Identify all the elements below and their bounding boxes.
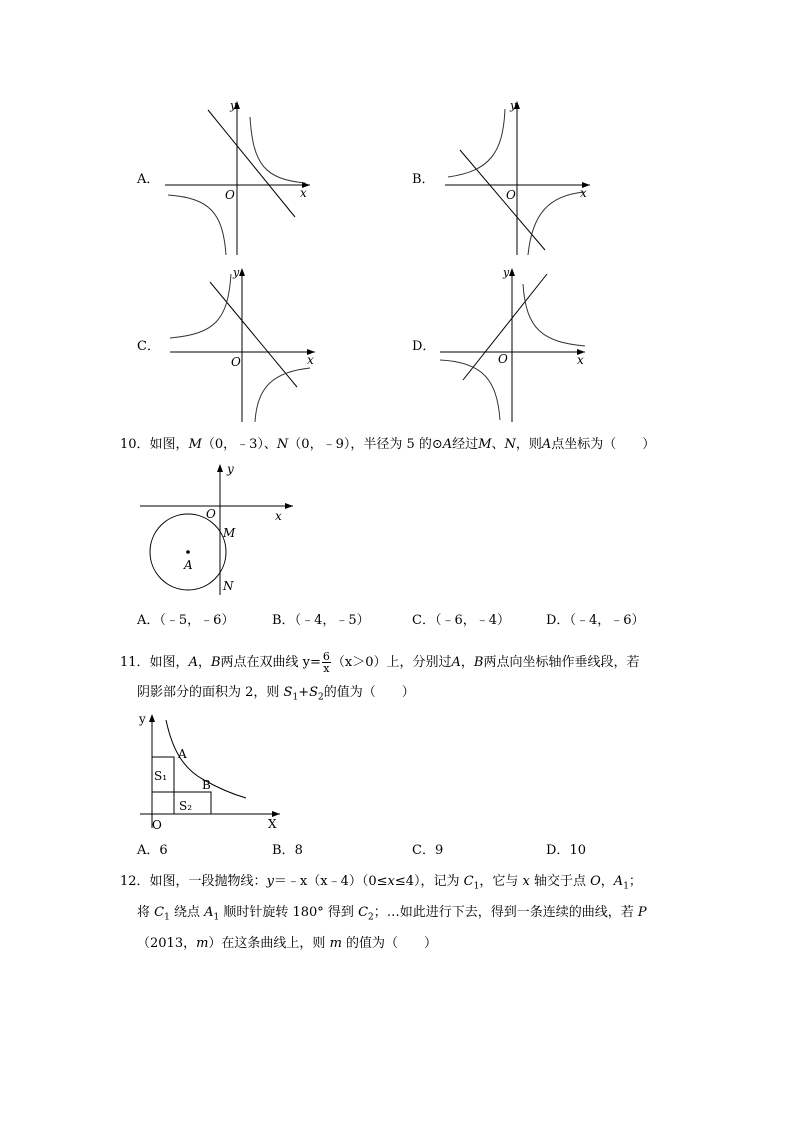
origin-label: O — [152, 818, 162, 832]
point-a-label: A — [178, 747, 187, 761]
point-m-label: M — [223, 526, 236, 540]
x-axis-label: x — [580, 186, 587, 200]
q10-option-b[interactable] — [272, 612, 370, 630]
subscript: 2 — [368, 912, 374, 923]
var: S — [283, 685, 293, 700]
text: 如图， — [149, 437, 189, 452]
text: 阴影部分的面积为 2，则 — [137, 685, 284, 700]
text: ，它与 — [479, 874, 523, 889]
rect-a — [152, 757, 174, 814]
var: C — [154, 905, 165, 920]
numerator: 6 — [322, 650, 330, 663]
origin-label: O — [206, 507, 216, 521]
q10-option-a[interactable] — [137, 612, 234, 630]
question-number: 11． — [120, 655, 150, 670]
var: A — [613, 874, 624, 889]
option-value: （﹣6，﹣4） — [434, 613, 510, 628]
x-axis-label: x — [300, 186, 307, 200]
point-a-label: A — [184, 558, 193, 572]
q9-graph-c — [155, 262, 325, 427]
var: N — [276, 437, 289, 452]
center-point — [186, 550, 190, 554]
subscript: 1 — [292, 692, 299, 703]
var: M — [188, 437, 202, 452]
option-label: D． — [412, 339, 436, 354]
y-axis-label: y — [227, 462, 234, 476]
q9-graph-b — [430, 95, 600, 260]
text: 顺时针旋转 180° 得到 — [219, 905, 359, 920]
var: A — [188, 655, 198, 670]
q11-option-d[interactable] — [546, 842, 586, 860]
subscript: 1 — [623, 881, 629, 892]
question-number: 10． — [120, 437, 150, 452]
denominator: x — [323, 662, 330, 675]
var: A — [204, 905, 214, 920]
text: 点坐标为（ ） — [551, 437, 656, 452]
var: x — [522, 874, 530, 889]
origin-label: O — [498, 352, 508, 366]
text: ， — [197, 655, 211, 670]
text: 经过 — [452, 437, 479, 452]
question-number: 12． — [120, 874, 150, 889]
origin-label: O — [506, 188, 516, 202]
text: + — [298, 685, 310, 700]
text: ）在这条曲线上，则 — [208, 936, 330, 951]
var: m — [196, 936, 209, 951]
origin-label: O — [225, 188, 235, 202]
q12-stem-line3 — [137, 935, 437, 953]
option-label: B． — [412, 172, 435, 187]
option-value: 8 — [294, 843, 303, 858]
var: x — [387, 874, 395, 889]
var: B — [473, 655, 484, 670]
option-label: A． — [137, 613, 160, 628]
text: 、 — [491, 437, 505, 452]
text: （2013， — [137, 936, 197, 951]
origin-label: O — [231, 355, 241, 369]
text: 如图， — [149, 655, 189, 670]
option-label: D． — [546, 843, 570, 858]
text: ； — [628, 874, 642, 889]
var: S — [309, 685, 318, 700]
var: P — [637, 905, 647, 920]
q11-option-a[interactable] — [137, 842, 168, 860]
subscript: 1 — [473, 881, 480, 892]
var: y — [266, 874, 274, 889]
text: ；…如此进行下去，得到一条连续的曲线，若 — [373, 905, 638, 920]
q10-option-d[interactable] — [546, 612, 644, 630]
option-value: 9 — [434, 843, 444, 858]
q9-graph-d — [425, 262, 595, 427]
q11-stem-line2 — [137, 684, 415, 707]
var: C — [463, 874, 474, 889]
q11-option-b[interactable] — [272, 842, 303, 860]
var: B — [210, 655, 221, 670]
var: M — [478, 437, 492, 452]
q12-stem-line1 — [120, 873, 642, 896]
option-value: （﹣4，﹣6） — [569, 613, 645, 628]
q10-option-c[interactable] — [412, 612, 510, 630]
point-n-label: N — [223, 579, 234, 593]
text: （x＞0）上，分别过 — [331, 655, 452, 670]
s1-label: S₁ — [154, 769, 168, 783]
text: 的值为（ ） — [323, 685, 415, 700]
q11-option-c[interactable] — [412, 842, 443, 860]
x-axis-label: X — [268, 817, 277, 831]
var: m — [329, 936, 342, 951]
text: 如图，一段抛物线： — [149, 874, 267, 889]
subscript: 1 — [213, 912, 220, 923]
text: 两点向坐标轴作垂线段，若 — [483, 655, 640, 670]
var: N — [504, 437, 516, 452]
x-axis-label: x — [275, 509, 282, 523]
option-label: B． — [272, 613, 295, 628]
option-label: D． — [546, 613, 570, 628]
x-axis-label: x — [577, 353, 584, 367]
text: ， — [460, 655, 474, 670]
text: ， — [600, 874, 614, 889]
option-label: A． — [137, 843, 160, 858]
text: ＝﹣x（x﹣4）（0≤ — [273, 874, 388, 889]
fraction — [322, 651, 331, 674]
option-label: C． — [412, 843, 435, 858]
option-label: C． — [412, 613, 435, 628]
q11-figure — [132, 708, 292, 836]
q10-stem — [120, 436, 655, 454]
subscript: 1 — [164, 912, 170, 923]
option-value: 10 — [569, 843, 586, 858]
var: A — [541, 437, 552, 452]
text: ≤4），记为 — [394, 874, 464, 889]
option-value: 6 — [159, 843, 168, 858]
option-label: C． — [137, 339, 160, 354]
var: A — [442, 437, 453, 452]
s2-label: S₂ — [179, 799, 193, 813]
y-axis-label: y — [510, 99, 517, 112]
y-axis-label: y — [233, 266, 240, 279]
var: O — [590, 874, 601, 889]
q9-graph-a — [150, 95, 320, 260]
text: （0，﹣9），半径为 5 的⊙ — [288, 437, 443, 452]
option-value: （﹣4，﹣5） — [294, 613, 370, 628]
q11-stem-line1 — [120, 650, 640, 676]
y-axis-label: y — [503, 266, 510, 279]
text: 两点在双曲线 y= — [220, 655, 321, 670]
q10-figure — [135, 460, 300, 600]
text: 轴交于点 — [529, 874, 591, 889]
text: （0，﹣3）、 — [201, 437, 277, 452]
option-label: A． — [137, 172, 160, 187]
y-axis-label: y — [230, 99, 237, 112]
point-b-label: B — [202, 778, 211, 792]
text: 将 — [137, 905, 155, 920]
option-label: B． — [272, 843, 295, 858]
q12-stem-line2 — [137, 904, 647, 927]
subscript: 2 — [318, 692, 324, 703]
text: 绕点 — [169, 905, 205, 920]
text: 的值为（ ） — [341, 936, 438, 951]
var: C — [358, 905, 369, 920]
text: ，则 — [515, 437, 542, 452]
x-axis-label: x — [307, 353, 314, 367]
y-axis-label: y — [139, 712, 146, 726]
var: A — [451, 655, 461, 670]
option-value: （﹣5，﹣6） — [159, 613, 235, 628]
